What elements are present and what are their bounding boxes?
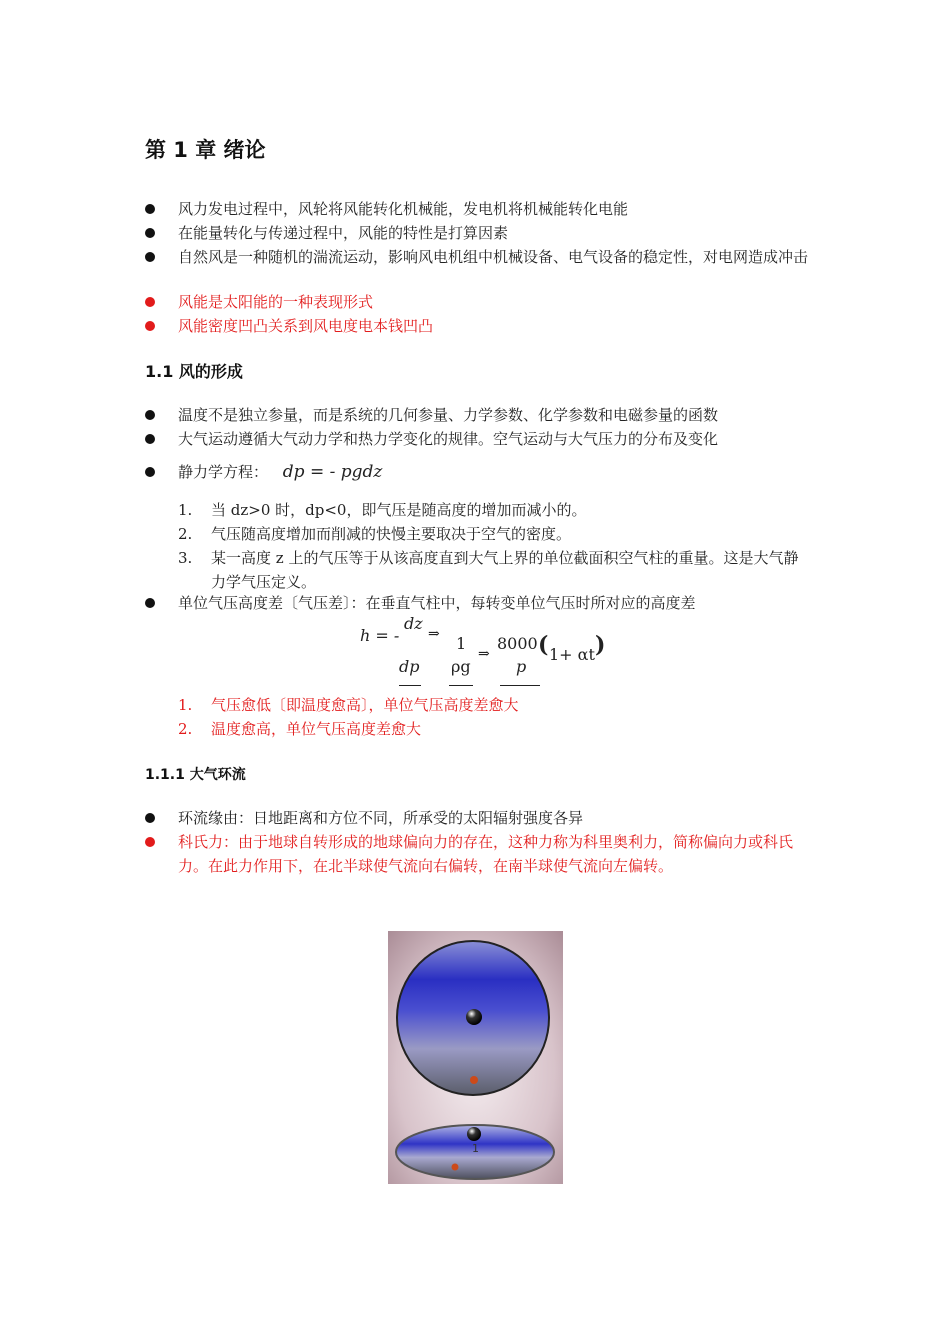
- static-label: 静力学方程：: [178, 463, 269, 481]
- formula-dz: dz: [404, 614, 423, 633]
- formula-arrow-2: ⇒: [478, 646, 490, 662]
- fraction-bar: [500, 685, 540, 686]
- formula-p: p: [516, 657, 527, 676]
- formula-inner: 1+ αt: [549, 645, 595, 664]
- intro-bullet-1: 风力发电过程中，风轮将风能转化机械能，发电机将机械能转化电能: [178, 200, 629, 218]
- intro-bullet-5: 风能密度凹凸关系到风电度电本钱凹凸: [178, 317, 434, 335]
- pressure-bullet: 单位气压高度差〔气压差〕：在垂直气柱中，每转变单位气压时所对应的高度差: [178, 594, 696, 612]
- static-equation: dp = - pgdz: [282, 462, 383, 482]
- fraction-bar: [449, 685, 473, 686]
- list-number: 1.: [178, 696, 193, 714]
- bullet-dot: [145, 410, 155, 420]
- list-number: 1.: [178, 501, 193, 519]
- bullet-dot: [145, 252, 155, 262]
- section-bullet-1: 温度不是独立参量，而是系统的几何参量、力学参数、化学参数和电磁参量的函数: [178, 406, 719, 424]
- static-item-1: 当 dz>0 时，dp<0，即气压是随高度的增加而减小的。: [211, 501, 587, 519]
- formula-h: h = -: [360, 626, 400, 645]
- bullet-dot-red: [145, 321, 155, 331]
- formula-8000: 8000: [497, 634, 538, 653]
- pressure-item-1: 气压愈低〔即温度愈高〕，单位气压高度差愈大: [211, 696, 519, 714]
- bullet-dot: [145, 204, 155, 214]
- list-number: 2.: [178, 525, 193, 543]
- section-bullet-2: 大气运动遵循大气动力学和热力学变化的规律。空气运动与大气压力的分布及变化: [178, 430, 719, 448]
- formula-one: 1: [456, 634, 467, 653]
- bullet-dot: [145, 434, 155, 444]
- formula-dp: dp: [399, 657, 420, 676]
- section-title-1-1: 1.1 风的形成: [145, 362, 243, 381]
- intro-bullet-3: 自然风是一种随机的湍流运动，影响风电机组中机械设备、电气设备的稳定性，对电网造成冲击: [178, 248, 809, 266]
- bullet-dot: [145, 228, 155, 238]
- static-item-2: 气压随高度增加而削减的快慢主要取决于空气的密度。: [211, 525, 572, 543]
- intro-bullet-2: 在能量转化与传递过程中，风能的特性是打算因素: [178, 224, 509, 242]
- list-number: 3.: [178, 549, 193, 567]
- bullet-dot-red: [145, 837, 155, 847]
- bullet-dot: [145, 467, 155, 477]
- static-equation-line: [178, 460, 808, 484]
- formula-arrow-1: ⇒: [428, 626, 440, 642]
- bullet-dot-red: [145, 297, 155, 307]
- list-number: 2.: [178, 720, 193, 738]
- lower-ball: [467, 1127, 481, 1141]
- circulation-bullet-1: 环流缘由：日地距离和方位不同，所承受的太阳辐射强度各异: [178, 809, 584, 827]
- upper-ball: [466, 1009, 482, 1025]
- circulation-bullet-2: 科氏力：由于地球自转形成的地球偏向力的存在，这种力称为科里奥利力，简称偏向力或科氏力。在此力作用下，在北半球使气流向右偏转，在南半球使气流向左偏转。: [178, 833, 794, 875]
- upper-marker: [470, 1076, 478, 1084]
- bullet-dot: [145, 598, 155, 608]
- static-item-3: 某一高度 z 上的气压等于从该高度直到大气上界的单位截面积空气柱的重量。这是大气静力学气压定义。: [211, 549, 799, 591]
- pressure-item-2: 温度愈高，单位气压高度差愈大: [211, 720, 422, 738]
- section-title-1-1-1: 1.1.1 大气环流: [145, 767, 246, 783]
- formula-rhog: ρg: [451, 657, 471, 676]
- figure-label: 1: [472, 1142, 479, 1155]
- bullet-dot: [145, 813, 155, 823]
- intro-bullet-4: 风能是太阳能的一种表现形式: [178, 293, 374, 311]
- coriolis-figure: [388, 931, 563, 1184]
- formula-paren-right: ): [595, 632, 606, 658]
- fraction-bar: [399, 685, 421, 686]
- lower-marker: [452, 1164, 459, 1171]
- formula-paren-left: (: [538, 632, 549, 658]
- chapter-title: 第 1 章 绪论: [145, 138, 266, 162]
